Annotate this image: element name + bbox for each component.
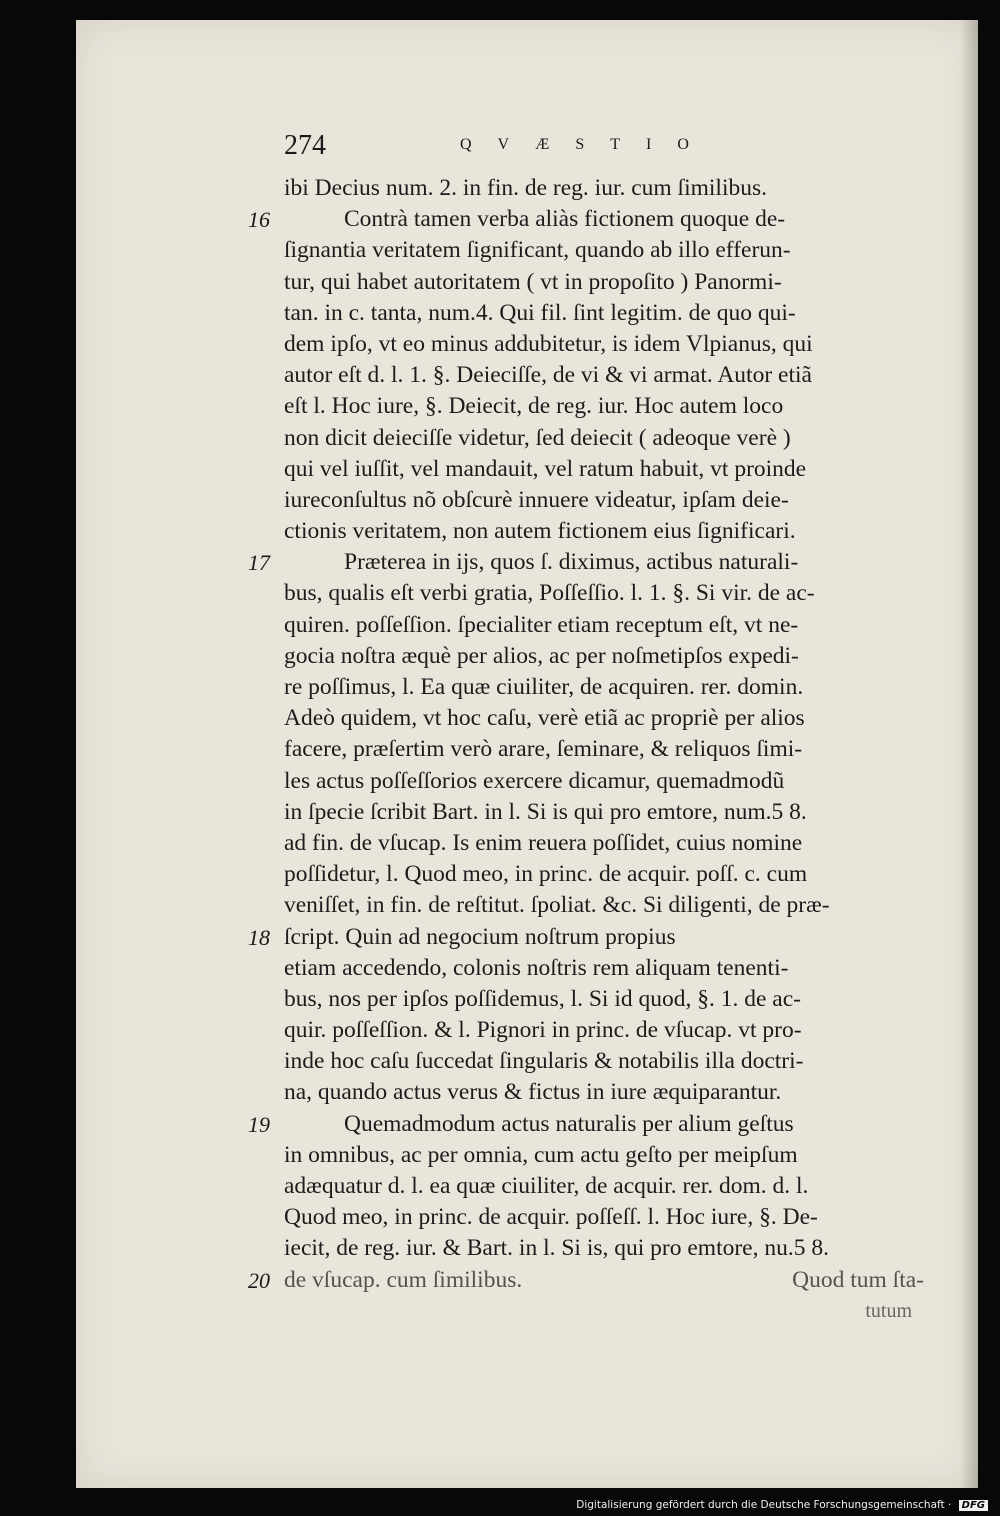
text-line xyxy=(284,485,924,516)
line-text: poſſidetur, l. Quod meo, in princ. de acquir. poſſ. c. cum xyxy=(284,861,808,888)
running-title: QVÆSTIO xyxy=(460,136,715,153)
margin-note-number: 18 xyxy=(248,924,270,950)
line-text: ſignantia veritatem ſignificant, quando ab illo efferun- xyxy=(284,237,791,264)
line-text: dem ipſo, vt eo minus addubitetur, is idem Vlpianus, qui xyxy=(284,330,813,357)
dfg-logo: DFG xyxy=(959,1500,988,1511)
text-line xyxy=(284,173,924,204)
text-line xyxy=(284,267,924,298)
line-text: non dicit deieciſſe videtur, ſed deiecit ( adeoque verè ) xyxy=(284,424,791,451)
text-line xyxy=(284,610,924,641)
text-line xyxy=(248,204,924,235)
line-text: adæquatur d. l. ea quæ ciuiliter, de acquir. rer. dom. d. l. xyxy=(284,1173,809,1199)
text-line xyxy=(284,828,924,859)
digitization-credit xyxy=(576,1499,988,1511)
text-line xyxy=(284,766,924,797)
line-text: tan. in c. tanta, num.4. Qui fil. ſint legitim. de quo qui- xyxy=(284,299,796,326)
text-line xyxy=(284,423,924,454)
line-text: Contrà tamen verba aliàs fictionem quoque de- xyxy=(344,206,786,233)
text-line xyxy=(284,641,924,672)
line-text: inde hoc caſu ſuccedat ſingularis & notabilis illa doctri- xyxy=(284,1048,804,1075)
page-number: 274 xyxy=(284,130,326,161)
line-text: quiren. poſſeſſion. ſpecialiter etiam receptum eſt, vt ne- xyxy=(284,611,799,638)
line-text: veniſſet, in fin. de reſtitut. ſpoliat. &c. Si diligenti, de præ- xyxy=(284,892,830,919)
line-text: bus, nos per ipſos poſſidemus, l. Si id quod, §. 1. de ac- xyxy=(284,985,801,1012)
text-line xyxy=(284,1077,924,1108)
text-line xyxy=(284,298,924,329)
line-text: gocia noſtra æquè per alios, ac per noſmetipſos expedi- xyxy=(284,642,799,669)
text-line xyxy=(284,1015,924,1046)
margin-note-number: 17 xyxy=(248,550,270,576)
text-line xyxy=(248,1265,924,1296)
line-text: iureconſultus nõ obſcurè innuere videatur, ipſam deie- xyxy=(284,486,789,513)
line-text: ctionis veritatem, non autem fictionem eius ſignificari. xyxy=(284,518,796,545)
line-text: Adeò quidem, vt hoc caſu, verè etiã ac propriè per alios xyxy=(284,705,805,732)
line-text: tur, qui habet autoritatem ( vt in propoſito ) Panormi- xyxy=(284,268,782,295)
text-line xyxy=(284,797,924,828)
text-line xyxy=(284,1202,924,1233)
catchword-inline: Quod tum ſta- xyxy=(792,1266,924,1293)
line-text: in ſpecie ſcribit Bart. in l. Si is qui pro emtore, num.5 8. xyxy=(284,798,807,825)
margin-note-number: 16 xyxy=(248,207,270,233)
book-page xyxy=(76,20,978,1488)
line-text: eſt l. Hoc iure, §. Deiecit, de reg. iur. Hoc autem loco xyxy=(284,393,784,420)
line-text: les actus poſſeſſorios exercere dicamur, quemadmodũ xyxy=(284,767,785,794)
text-line xyxy=(284,734,924,765)
line-text: re poſſimus, l. Ea quæ ciuiliter, de acquiren. rer. domin. xyxy=(284,674,804,700)
line-text: ſcript. Quin ad negocium noſtrum propius xyxy=(284,923,676,950)
text-line xyxy=(284,890,924,921)
text-line xyxy=(284,516,924,547)
line-text: ibi Decius num. 2. in fin. de reg. iur. cum ſimilibus. xyxy=(284,175,768,201)
text-line xyxy=(284,984,924,1015)
text-line xyxy=(284,578,924,609)
text-line xyxy=(284,1233,924,1264)
line-text: etiam accedendo, colonis noſtris rem aliquam tenenti- xyxy=(284,954,789,981)
margin-note-number: 20 xyxy=(248,1267,270,1293)
credit-text: Digitalisierung gefördert durch die Deutsche Forschungsgemeinschaft · xyxy=(576,1499,952,1511)
line-text: autor eſt d. l. 1. §. Deieciſſe, de vi & vi armat. Autor etiã xyxy=(284,362,812,389)
line-text: facere, præſertim verò arare, ſeminare, & reliquos ſimi- xyxy=(284,736,803,763)
text-line xyxy=(284,454,924,485)
catchword: tutum xyxy=(865,1299,912,1322)
line-text: na, quando actus verus & fictus in iure æquiparantur. xyxy=(284,1079,782,1106)
line-text: Quod meo, in princ. de acquir. poſſeſſ. l. Hoc iure, §. De- xyxy=(284,1204,818,1231)
page-header xyxy=(284,130,964,170)
text-line xyxy=(248,547,924,578)
line-text: in omnibus, ac per omnia, cum actu geſto per meipſum xyxy=(284,1141,798,1168)
text-line xyxy=(284,235,924,266)
line-text: ad fin. de vſucap. Is enim reuera poſſidet, cuius nomine xyxy=(284,829,803,856)
text-line xyxy=(248,922,924,953)
text-line xyxy=(284,1171,924,1202)
text-line xyxy=(284,329,924,360)
line-text: quir. poſſeſſion. & l. Pignori in princ. de vſucap. vt pro- xyxy=(284,1017,802,1044)
line-text: iecit, de reg. iur. & Bart. in l. Si is, qui pro emtore, nu.5 8. xyxy=(284,1235,829,1262)
text-line xyxy=(284,391,924,422)
margin-note-number: 19 xyxy=(248,1111,270,1137)
text-line xyxy=(284,1140,924,1171)
line-text: de vſucap. cum ſimilibus. xyxy=(284,1266,523,1293)
line-text: Præterea in ijs, quos ſ. diximus, actibus naturali- xyxy=(344,549,799,576)
text-line xyxy=(284,360,924,391)
text-line xyxy=(284,1046,924,1077)
text-line xyxy=(284,703,924,734)
text-line xyxy=(284,672,924,703)
text-line xyxy=(248,1109,924,1140)
line-text: Quemadmodum actus naturalis per alium geſtus xyxy=(344,1110,794,1137)
line-text: qui vel iuſſit, vel mandauit, vel ratum habuit, vt proinde xyxy=(284,455,807,482)
text-line xyxy=(284,953,924,984)
text-line xyxy=(284,859,924,890)
line-text: bus, qualis eſt verbi gratia, Poſſeſſio. l. 1. §. Si vir. de ac- xyxy=(284,580,815,607)
body-text xyxy=(248,173,924,1327)
